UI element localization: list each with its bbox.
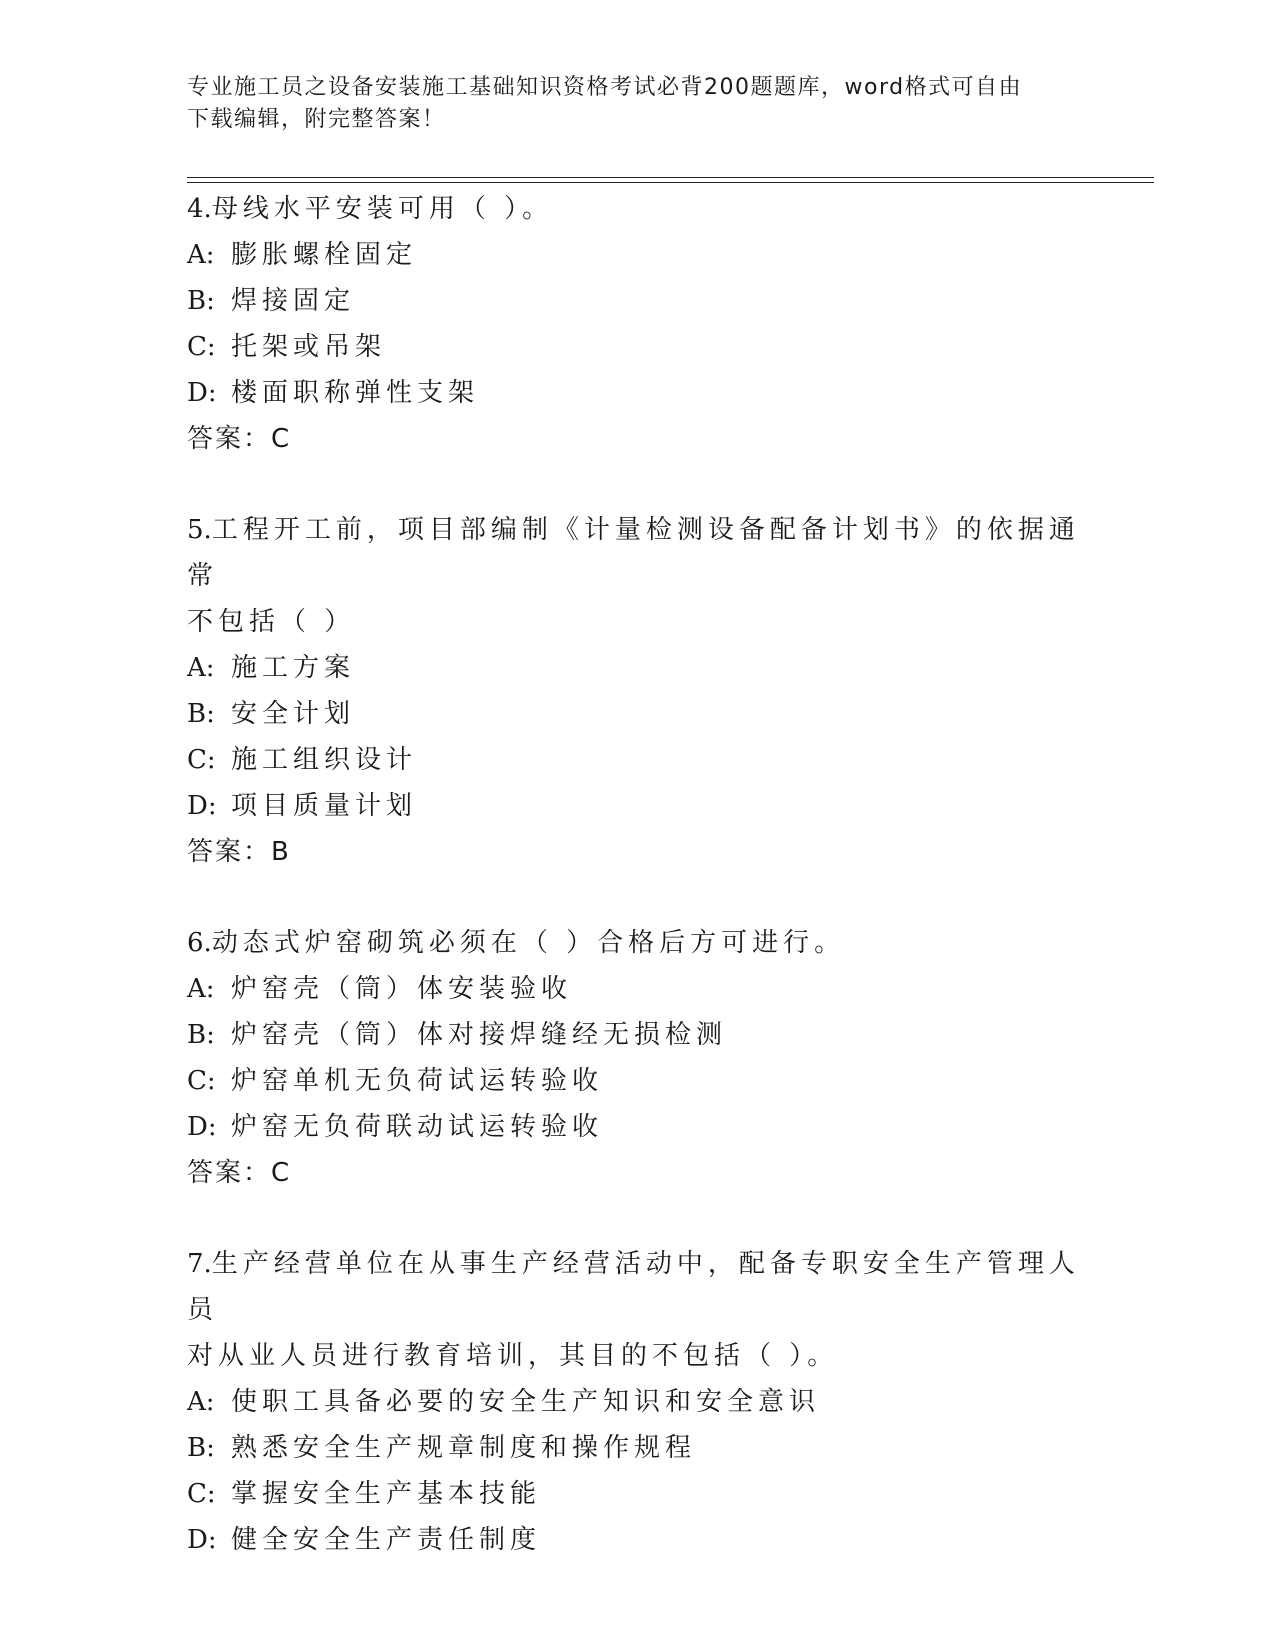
option-letter: A:: [187, 240, 215, 270]
option-text: 使职工具备必要的安全生产知识和安全意识: [231, 1387, 821, 1417]
option-text: 炉窑壳（筒）体对接焊缝经无损检测: [231, 1020, 728, 1050]
option-text: 炉窑无负荷联动试运转验收: [231, 1112, 604, 1142]
question-number: 5.: [187, 515, 212, 545]
question-option: [187, 783, 1087, 829]
question-stem: [187, 599, 1087, 645]
option-letter: B:: [187, 1020, 215, 1050]
question-answer: 答案：B: [187, 837, 291, 867]
question-stem-text: 母线水平安装可用（ ）。: [211, 194, 554, 224]
option-text: 托架或吊架: [231, 332, 387, 362]
option-text: 施工方案: [231, 653, 356, 683]
question-stem: [187, 920, 1087, 966]
question-stem: [187, 1241, 1087, 1333]
option-text: 炉窑壳（筒）体安装验收: [231, 974, 573, 1004]
option-letter: C:: [187, 1479, 216, 1509]
question-option: [187, 1425, 1087, 1471]
question-number: 6.: [187, 928, 212, 958]
option-text: 炉窑单机无负荷试运转验收: [231, 1066, 604, 1096]
question-stem-text: 不包括（ ）: [187, 607, 356, 637]
question-item: [187, 186, 1087, 462]
option-text: 熟悉安全生产规章制度和操作规程: [231, 1433, 697, 1463]
option-letter: A:: [187, 1387, 215, 1417]
question-option: [187, 691, 1087, 737]
header-divider-bottom: [187, 182, 1154, 183]
question-option: [187, 737, 1087, 783]
option-letter: D:: [187, 1525, 217, 1555]
option-letter: C:: [187, 332, 216, 362]
question-stem: [187, 1333, 1087, 1379]
question-item: [187, 507, 1087, 875]
question-answer: 答案：C: [187, 1158, 292, 1188]
option-letter: B:: [187, 286, 215, 316]
option-text: 健全安全生产责任制度: [231, 1525, 542, 1555]
question-option: [187, 232, 1087, 278]
question-option: [187, 1058, 1087, 1104]
header-line-1: 专业施工员之设备安装施工基础知识资格考试必背200题题库，word格式可自由: [187, 75, 1023, 100]
option-letter: B:: [187, 699, 215, 729]
question-option: [187, 966, 1087, 1012]
question-stem-text: 工程开工前，项目部编制《计量检测设备配备计划书》的依据通常: [187, 515, 1080, 591]
option-text: 膨胀螺栓固定: [231, 240, 418, 270]
question-option: [187, 324, 1087, 370]
question-option: [187, 1471, 1087, 1517]
question-list: [187, 186, 1087, 1608]
question-option: [187, 1012, 1087, 1058]
question-number: 7.: [187, 1249, 212, 1279]
option-letter: B:: [187, 1433, 215, 1463]
question-stem-text: 动态式炉窑砌筑必须在（ ）合格后方可进行。: [211, 928, 846, 958]
question-number: 4.: [187, 194, 212, 224]
option-text: 项目质量计划: [231, 791, 418, 821]
option-text: 楼面职称弹性支架: [231, 378, 480, 408]
question-option: [187, 278, 1087, 324]
question-option: [187, 1379, 1087, 1425]
option-letter: C:: [187, 745, 216, 775]
question-stem: [187, 507, 1087, 599]
option-letter: C:: [187, 1066, 216, 1096]
header-divider-top: [187, 177, 1154, 178]
option-letter: A:: [187, 974, 215, 1004]
question-option: [187, 1104, 1087, 1150]
question-option: [187, 645, 1087, 691]
question-answer: 答案：C: [187, 424, 292, 454]
question-item: [187, 920, 1087, 1196]
question-stem-text: 对从业人员进行教育培训，其目的不包括（ ）。: [187, 1341, 839, 1371]
header-line-2: 下载编辑，附完整答案！: [187, 107, 446, 132]
question-stem-text: 生产经营单位在从事生产经营活动中，配备专职安全生产管理人员: [187, 1249, 1080, 1325]
option-letter: D:: [187, 1112, 217, 1142]
document-header: [187, 72, 1077, 136]
question-stem: [187, 186, 1087, 232]
option-letter: D:: [187, 791, 217, 821]
option-letter: D:: [187, 378, 217, 408]
question-option: [187, 370, 1087, 416]
option-text: 施工组织设计: [231, 745, 418, 775]
question-option: [187, 1517, 1087, 1563]
question-item: [187, 1241, 1087, 1563]
option-text: 焊接固定: [231, 286, 356, 316]
option-letter: A:: [187, 653, 215, 683]
option-text: 安全计划: [231, 699, 356, 729]
option-text: 掌握安全生产基本技能: [231, 1479, 542, 1509]
